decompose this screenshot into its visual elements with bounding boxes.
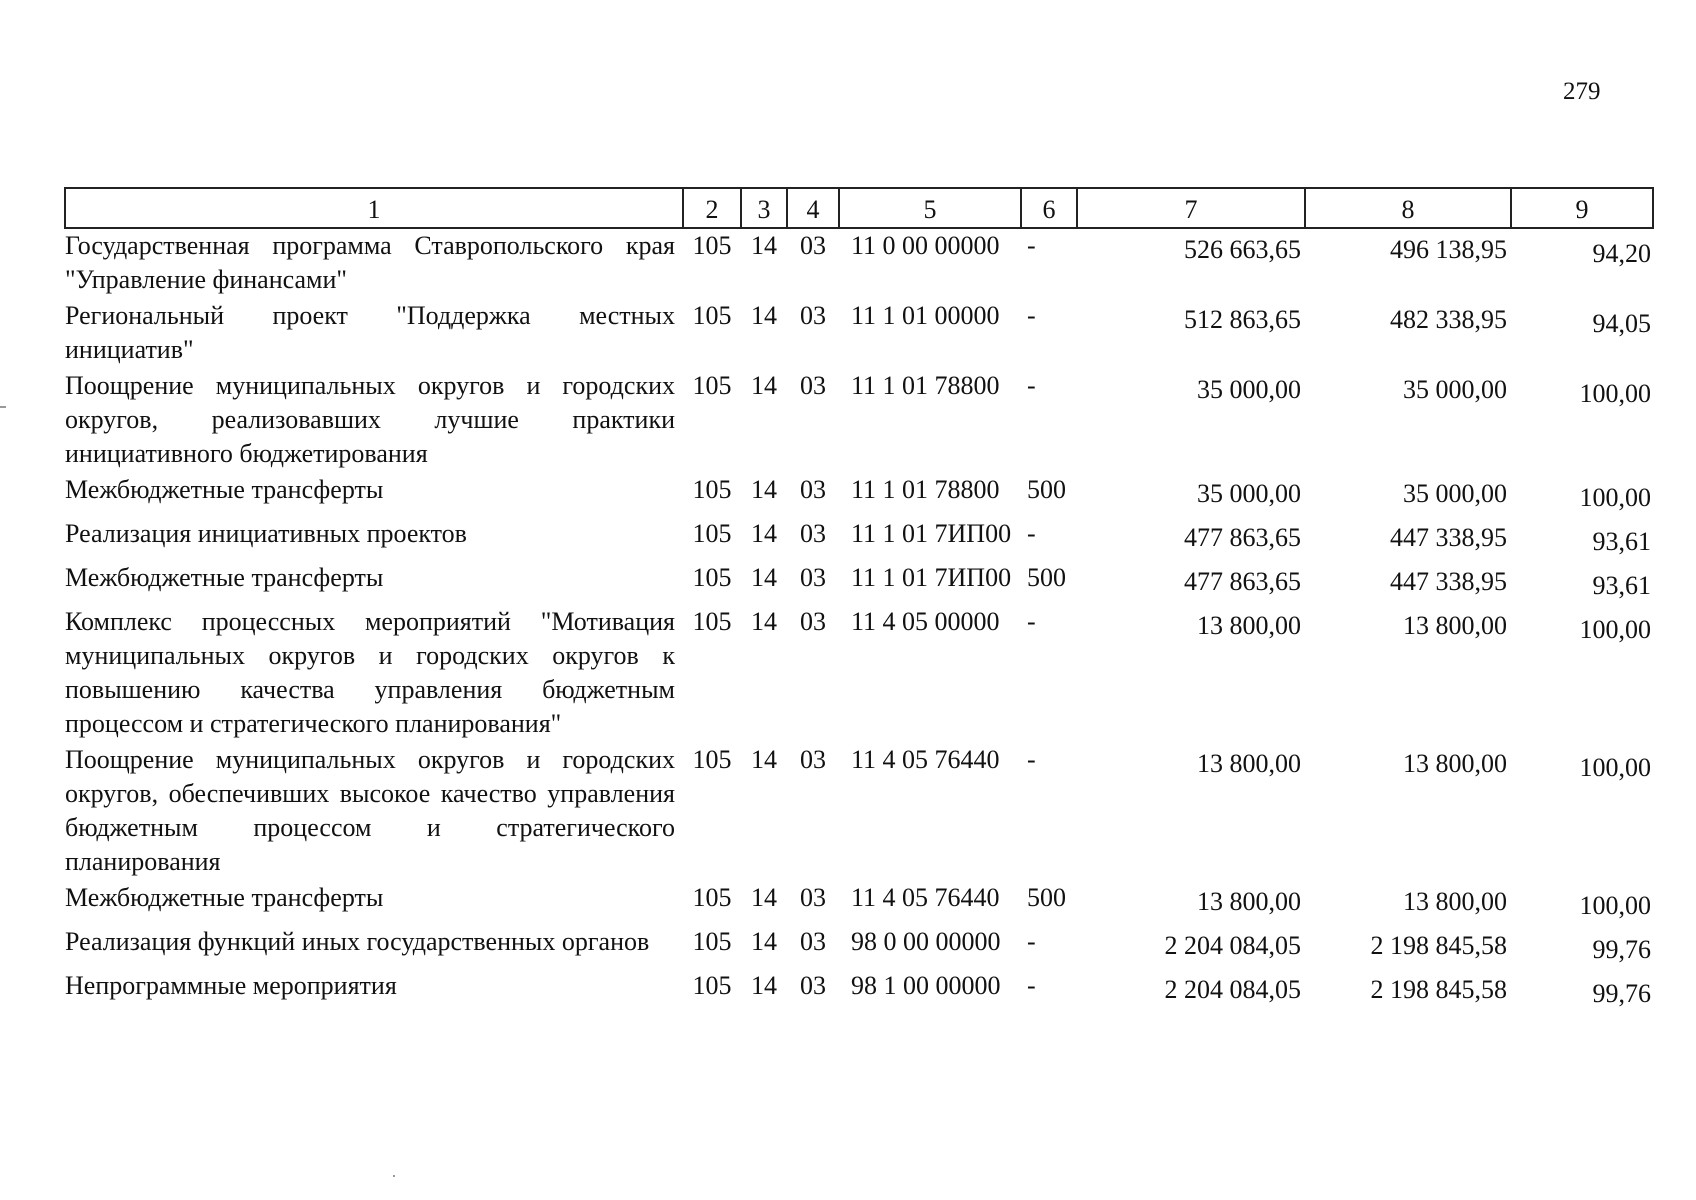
table-row — [65, 299, 1653, 369]
table-row — [65, 228, 1653, 299]
row-ministry-code: 105 — [692, 231, 732, 260]
row-target-code: 11 1 01 78800 — [851, 371, 1000, 400]
row-amount-executed: 447 338,95 — [1390, 567, 1507, 596]
scan-dot — [393, 1175, 395, 1177]
row-target-code: 11 4 05 00000 — [851, 607, 1000, 636]
header-row — [65, 188, 1653, 228]
row-ministry-code: 105 — [692, 971, 732, 1000]
table-row — [65, 517, 1653, 561]
row-subsection-code: 03 — [800, 301, 826, 330]
row-section-code: 14 — [751, 563, 777, 592]
row-amount-executed: 13 800,00 — [1403, 611, 1507, 640]
row-percent: 93,61 — [1592, 527, 1651, 556]
table-row — [65, 561, 1653, 605]
row-target-code: 98 1 00 00000 — [851, 971, 1001, 1000]
row-target-code: 11 4 05 76440 — [851, 883, 1000, 912]
table-row — [65, 881, 1653, 925]
table-row — [65, 925, 1653, 969]
row-amount-planned: 13 800,00 — [1197, 887, 1301, 916]
row-expense-type: - — [1027, 371, 1036, 400]
row-target-code: 98 0 00 00000 — [851, 927, 1001, 956]
row-amount-planned: 13 800,00 — [1197, 749, 1301, 778]
column-header-1: 1 — [65, 188, 683, 228]
row-amount-planned: 526 663,65 — [1184, 235, 1301, 264]
row-ministry-code: 105 — [692, 883, 732, 912]
row-percent: 94,20 — [1592, 239, 1651, 268]
row-name: Реализация функций иных государственных органов — [65, 927, 650, 956]
row-subsection-code: 03 — [800, 745, 826, 774]
table-row — [65, 473, 1653, 517]
row-name: Межбюджетные трансферты — [65, 883, 384, 912]
row-amount-executed: 35 000,00 — [1403, 375, 1507, 404]
row-subsection-code: 03 — [800, 371, 826, 400]
row-amount-executed: 13 800,00 — [1403, 887, 1507, 916]
page-number: 279 — [1563, 78, 1601, 105]
row-percent: 94,05 — [1592, 309, 1651, 338]
row-amount-planned: 35 000,00 — [1197, 479, 1301, 508]
row-percent: 93,61 — [1592, 571, 1651, 600]
row-percent: 99,76 — [1592, 979, 1651, 1008]
row-section-code: 14 — [751, 231, 777, 260]
row-expense-type: - — [1027, 301, 1036, 330]
row-subsection-code: 03 — [800, 519, 826, 548]
row-subsection-code: 03 — [800, 563, 826, 592]
row-amount-planned: 512 863,65 — [1184, 305, 1301, 334]
column-header-7: 7 — [1077, 188, 1305, 228]
row-expense-type: - — [1027, 607, 1036, 636]
row-expense-type: 500 — [1027, 563, 1066, 592]
table-header — [65, 188, 1653, 228]
row-name: Непрограммные мероприятия — [65, 971, 397, 1000]
row-ministry-code: 105 — [692, 371, 732, 400]
row-expense-type: 500 — [1027, 475, 1066, 504]
column-header-5: 5 — [839, 188, 1021, 228]
table-row — [65, 605, 1653, 743]
row-percent: 100,00 — [1579, 753, 1651, 782]
row-section-code: 14 — [751, 371, 777, 400]
row-subsection-code: 03 — [800, 971, 826, 1000]
row-expense-type: - — [1027, 745, 1036, 774]
row-percent: 100,00 — [1579, 483, 1651, 512]
row-ministry-code: 105 — [692, 563, 732, 592]
row-section-code: 14 — [751, 745, 777, 774]
row-expense-type: - — [1027, 927, 1036, 956]
row-target-code: 11 1 01 00000 — [851, 301, 1000, 330]
column-header-3: 3 — [741, 188, 787, 228]
row-amount-executed: 482 338,95 — [1390, 305, 1507, 334]
table-row — [65, 369, 1653, 473]
row-section-code: 14 — [751, 883, 777, 912]
table-row — [65, 969, 1653, 1013]
row-amount-executed: 2 198 845,58 — [1370, 975, 1507, 1004]
row-subsection-code: 03 — [800, 927, 826, 956]
row-ministry-code: 105 — [692, 745, 732, 774]
row-expense-type: 500 — [1027, 883, 1066, 912]
row-name: Реализация инициативных проектов — [65, 519, 467, 548]
row-percent: 100,00 — [1579, 891, 1651, 920]
row-ministry-code: 105 — [692, 519, 732, 548]
column-header-2: 2 — [683, 188, 741, 228]
row-percent: 100,00 — [1579, 615, 1651, 644]
row-name: Региональный проект "Поддержка местных инициатив" — [65, 301, 675, 364]
row-target-code: 11 1 01 78800 — [851, 475, 1000, 504]
row-amount-planned: 2 204 084,05 — [1164, 931, 1301, 960]
row-subsection-code: 03 — [800, 607, 826, 636]
row-target-code: 11 1 01 7ИП00 — [851, 519, 1012, 548]
row-name: Поощрение муниципальных округов и городских округов, обеспечивших высокое качество управления бюджетным процессом и стратегического планирования — [65, 745, 675, 876]
row-section-code: 14 — [751, 519, 777, 548]
row-target-code: 11 4 05 76440 — [851, 745, 1000, 774]
row-target-code: 11 1 01 7ИП00 — [851, 563, 1012, 592]
budget-table — [64, 187, 1654, 1013]
row-name: Государственная программа Ставропольского края "Управление финансами" — [65, 231, 675, 294]
row-amount-planned: 477 863,65 — [1184, 567, 1301, 596]
row-name: Комплекс процессных мероприятий "Мотивация муниципальных округов и городских округов к повышению качества управления бюджетным процессом и стратегического планирования" — [65, 607, 675, 738]
row-section-code: 14 — [751, 475, 777, 504]
row-amount-executed: 496 138,95 — [1390, 235, 1507, 264]
row-target-code: 11 0 00 00000 — [851, 231, 1000, 260]
row-name: Межбюджетные трансферты — [65, 475, 384, 504]
row-name: Поощрение муниципальных округов и городских округов, реализовавших лучшие практики инициативного бюджетирования — [65, 371, 675, 468]
row-expense-type: - — [1027, 231, 1036, 260]
row-ministry-code: 105 — [692, 927, 732, 956]
row-amount-executed: 2 198 845,58 — [1370, 931, 1507, 960]
row-ministry-code: 105 — [692, 301, 732, 330]
column-header-4: 4 — [787, 188, 839, 228]
row-amount-executed: 35 000,00 — [1403, 479, 1507, 508]
row-percent: 99,76 — [1592, 935, 1651, 964]
scan-margin-mark — [0, 406, 6, 408]
row-expense-type: - — [1027, 971, 1036, 1000]
row-ministry-code: 105 — [692, 607, 732, 636]
row-amount-planned: 35 000,00 — [1197, 375, 1301, 404]
row-subsection-code: 03 — [800, 475, 826, 504]
row-section-code: 14 — [751, 927, 777, 956]
column-header-6: 6 — [1021, 188, 1077, 228]
row-subsection-code: 03 — [800, 231, 826, 260]
row-amount-planned: 477 863,65 — [1184, 523, 1301, 552]
row-expense-type: - — [1027, 519, 1036, 548]
row-section-code: 14 — [751, 971, 777, 1000]
table-body — [65, 228, 1653, 1013]
table-row — [65, 743, 1653, 881]
row-section-code: 14 — [751, 301, 777, 330]
row-amount-planned: 13 800,00 — [1197, 611, 1301, 640]
row-amount-executed: 447 338,95 — [1390, 523, 1507, 552]
row-percent: 100,00 — [1579, 379, 1651, 408]
row-amount-planned: 2 204 084,05 — [1164, 975, 1301, 1004]
row-ministry-code: 105 — [692, 475, 732, 504]
row-subsection-code: 03 — [800, 883, 826, 912]
column-header-9: 9 — [1511, 188, 1653, 228]
row-name: Межбюджетные трансферты — [65, 563, 384, 592]
row-amount-executed: 13 800,00 — [1403, 749, 1507, 778]
column-header-8: 8 — [1305, 188, 1511, 228]
row-section-code: 14 — [751, 607, 777, 636]
